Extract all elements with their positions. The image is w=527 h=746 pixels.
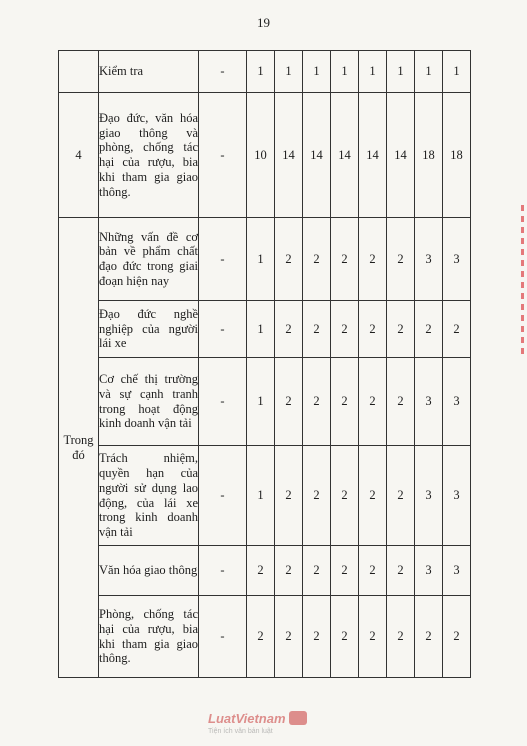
subject-cell: Phòng, chống tác hại của rượu, bia khi tham gia giao thông. <box>99 596 199 678</box>
value-cell: 14 <box>303 93 331 218</box>
value-cell: 2 <box>387 218 415 301</box>
arrow-icon <box>289 711 307 725</box>
value-cell: 1 <box>303 51 331 93</box>
value-cell: 3 <box>443 358 471 446</box>
value-cell: 1 <box>443 51 471 93</box>
value-cell: 2 <box>331 446 359 546</box>
stt-cell <box>59 51 99 93</box>
value-cell: 18 <box>443 93 471 218</box>
value-cell: 14 <box>387 93 415 218</box>
value-cell: 2 <box>387 596 415 678</box>
value-cell: 2 <box>359 301 387 358</box>
subject-cell: Đạo đức nghề nghiệp của người lái xe <box>99 301 199 358</box>
subject-cell: Cơ chế thị trường và sự cạnh tranh trong hoạt động kinh doanh vận tải <box>99 358 199 446</box>
value-cell: 1 <box>275 51 303 93</box>
value-cell: 2 <box>247 596 275 678</box>
value-cell: 2 <box>303 546 331 596</box>
dash-cell: - <box>199 358 247 446</box>
table-row <box>59 358 471 446</box>
value-cell: 3 <box>415 446 443 546</box>
value-cell: 10 <box>247 93 275 218</box>
value-cell: 2 <box>359 358 387 446</box>
value-cell: 2 <box>359 546 387 596</box>
watermark-tagline: Tiện ích văn bản luật <box>208 728 273 735</box>
stt-cell: Trong đó <box>59 218 99 678</box>
table-row <box>59 546 471 596</box>
subject-cell: Kiểm tra <box>99 51 199 93</box>
value-cell: 3 <box>443 218 471 301</box>
value-cell: 14 <box>331 93 359 218</box>
value-cell: 2 <box>331 301 359 358</box>
value-cell: 2 <box>275 358 303 446</box>
value-cell: 2 <box>331 218 359 301</box>
curriculum-table <box>58 50 471 678</box>
value-cell: 1 <box>387 51 415 93</box>
value-cell: 1 <box>247 51 275 93</box>
value-cell: 2 <box>303 301 331 358</box>
watermark-logo <box>208 710 307 735</box>
value-cell: 2 <box>331 596 359 678</box>
value-cell: 1 <box>247 301 275 358</box>
table-row <box>59 51 471 93</box>
value-cell: 2 <box>387 301 415 358</box>
table-row <box>59 93 471 218</box>
dash-cell: - <box>199 51 247 93</box>
value-cell: 1 <box>247 218 275 301</box>
value-cell: 2 <box>275 301 303 358</box>
dash-cell: - <box>199 218 247 301</box>
value-cell: 2 <box>415 301 443 358</box>
dash-cell: - <box>199 446 247 546</box>
value-cell: 2 <box>359 596 387 678</box>
value-cell: 1 <box>247 358 275 446</box>
value-cell: 1 <box>359 51 387 93</box>
value-cell: 2 <box>275 546 303 596</box>
page-number: 19 <box>257 15 270 30</box>
value-cell: 2 <box>415 596 443 678</box>
value-cell: 2 <box>247 546 275 596</box>
watermark-brand: LuatVietnam <box>208 711 286 726</box>
value-cell: 2 <box>443 301 471 358</box>
value-cell: 2 <box>331 546 359 596</box>
value-cell: 2 <box>387 546 415 596</box>
value-cell: 1 <box>415 51 443 93</box>
value-cell: 2 <box>303 596 331 678</box>
dash-cell: - <box>199 301 247 358</box>
value-cell: 18 <box>415 93 443 218</box>
value-cell: 14 <box>359 93 387 218</box>
subject-cell: Văn hóa giao thông <box>99 546 199 596</box>
table-row <box>59 596 471 678</box>
value-cell: 2 <box>275 218 303 301</box>
value-cell: 3 <box>415 358 443 446</box>
subject-cell: Đạo đức, văn hóa giao thông và phòng, chống tác hại của rượu, bia khi tham gia giao thông. <box>99 93 199 218</box>
stt-cell: 4 <box>59 93 99 218</box>
value-cell: 2 <box>387 358 415 446</box>
value-cell: 2 <box>359 446 387 546</box>
value-cell: 1 <box>331 51 359 93</box>
edge-stamp-mark <box>521 205 524 355</box>
value-cell: 14 <box>275 93 303 218</box>
dash-cell: - <box>199 546 247 596</box>
value-cell: 2 <box>275 446 303 546</box>
value-cell: 2 <box>303 218 331 301</box>
value-cell: 2 <box>303 358 331 446</box>
value-cell: 3 <box>415 546 443 596</box>
value-cell: 3 <box>415 218 443 301</box>
value-cell: 2 <box>387 446 415 546</box>
table-row <box>59 218 471 301</box>
dash-cell: - <box>199 93 247 218</box>
value-cell: 2 <box>443 596 471 678</box>
value-cell: 2 <box>359 218 387 301</box>
value-cell: 2 <box>303 446 331 546</box>
value-cell: 2 <box>331 358 359 446</box>
value-cell: 1 <box>247 446 275 546</box>
dash-cell: - <box>199 596 247 678</box>
value-cell: 2 <box>275 596 303 678</box>
subject-cell: Những vấn đề cơ bản về phẩm chất đạo đức trong giai đoạn hiện nay <box>99 218 199 301</box>
table-row <box>59 446 471 546</box>
subject-cell: Trách nhiệm, quyền hạn của người sử dụng lao động, của lái xe trong kinh doanh vận tải <box>99 446 199 546</box>
value-cell: 3 <box>443 546 471 596</box>
table-row <box>59 301 471 358</box>
value-cell: 3 <box>443 446 471 546</box>
